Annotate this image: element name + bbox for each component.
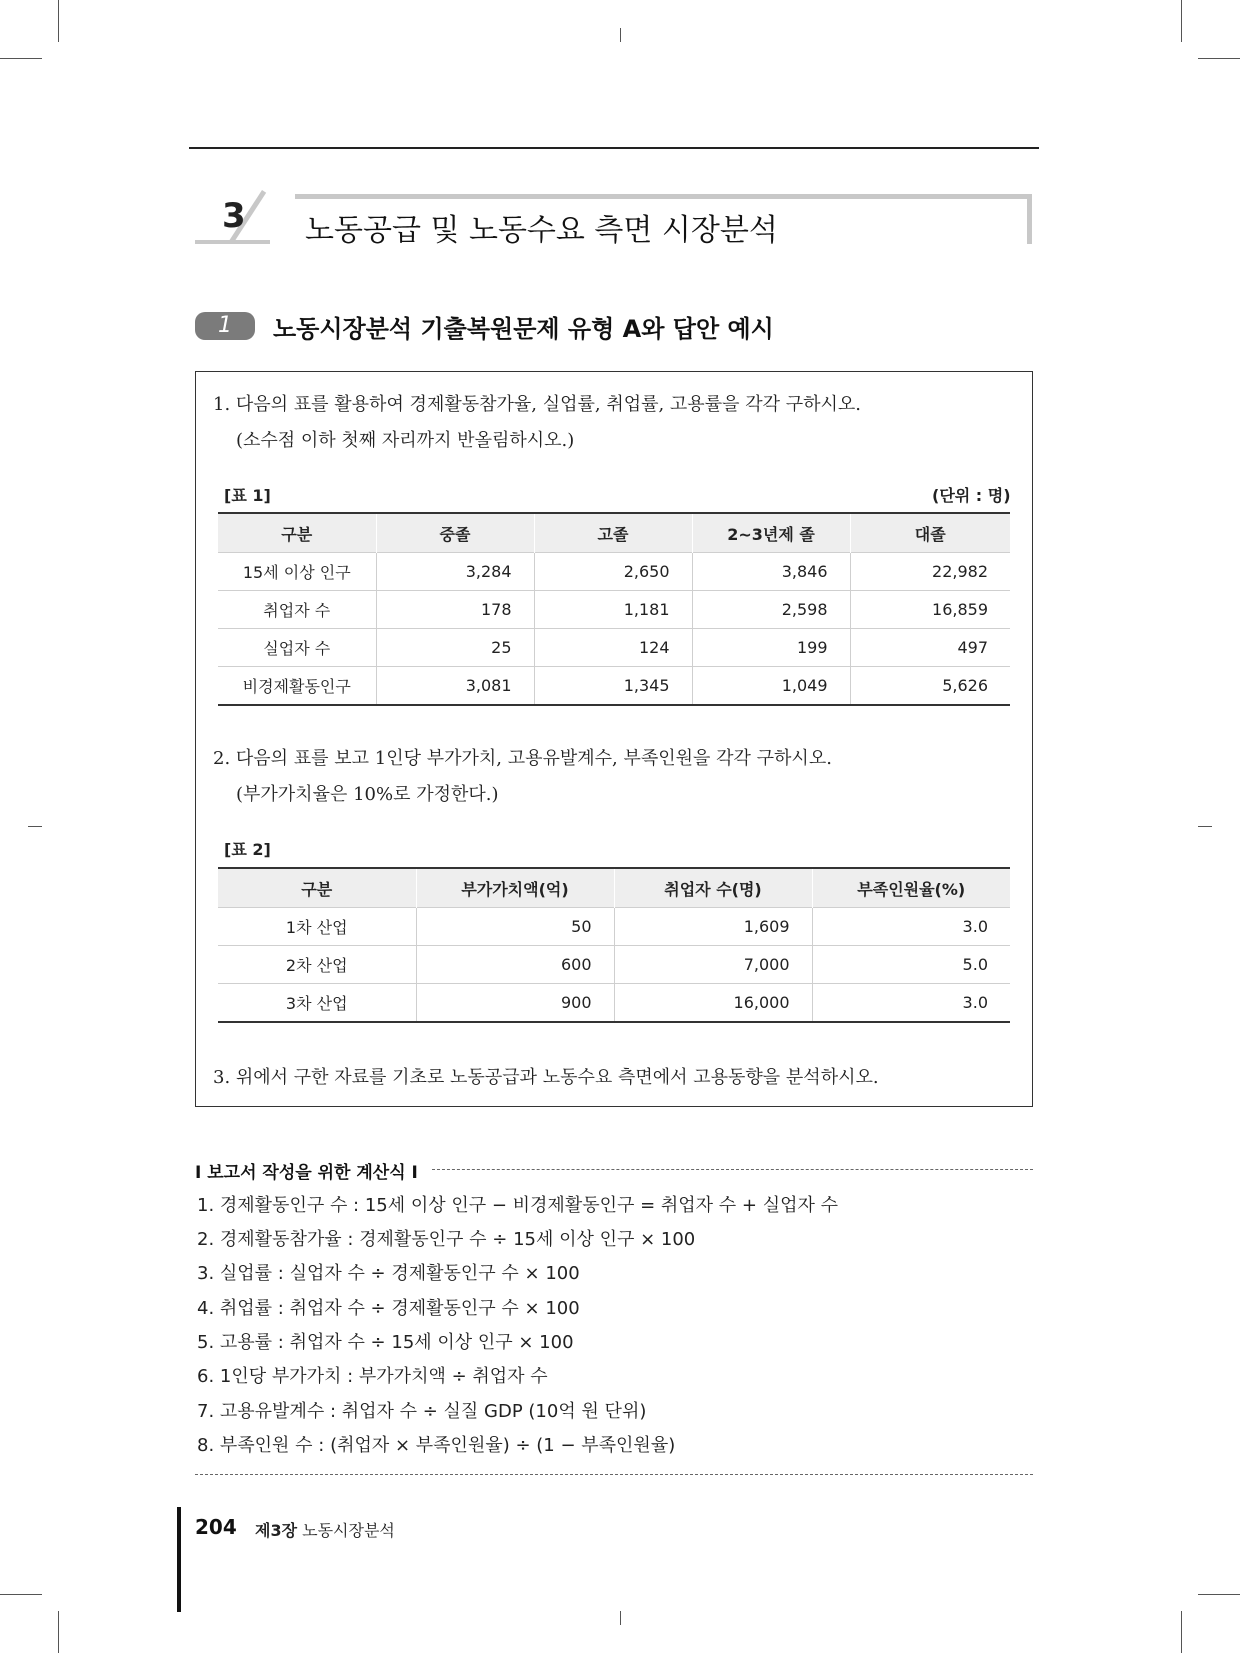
table-cell: 3,284: [376, 553, 534, 591]
table-cell: 900: [416, 984, 614, 1023]
table-row: [218, 908, 1010, 946]
page-number: 204: [195, 1515, 237, 1539]
table1-unit: (단위 : 명): [932, 486, 1011, 505]
table-cell: 1,049: [692, 667, 850, 706]
question-1-note: (소수점 이하 첫째 자리까지 반올림하시오.): [236, 430, 575, 451]
table-cell: 2차 산업: [218, 946, 416, 984]
table-cell: 16,000: [614, 984, 812, 1023]
table-cell: 124: [534, 629, 692, 667]
section-title: 노동시장분석 기출복원문제 유형 A와 답안 예시: [273, 315, 774, 343]
table-cell: 2,598: [692, 591, 850, 629]
chapter-title: 노동공급 및 노동수요 측면 시장분석: [305, 213, 778, 248]
table-row: [218, 946, 1010, 984]
formula-item: 4. 취업률 : 취업자 수 ÷ 경제활동인구 수 × 100: [197, 1298, 580, 1319]
table-header: 부가가치액(억): [416, 868, 614, 908]
table-cell: 1,609: [614, 908, 812, 946]
table-cell: 3,081: [376, 667, 534, 706]
question-3: 3. 위에서 구한 자료를 기초로 노동공급과 노동수요 측면에서 고용동향을 분석하시오.: [213, 1067, 879, 1088]
table-cell: 실업자 수: [218, 629, 376, 667]
table-header: 2~3년제 졸: [692, 513, 850, 553]
formula-item: 3. 실업률 : 실업자 수 ÷ 경제활동인구 수 × 100: [197, 1263, 580, 1284]
table-cell: 5,626: [850, 667, 1010, 706]
table-row: [218, 984, 1010, 1023]
table-cell: 1,345: [534, 667, 692, 706]
table-header: 대졸: [850, 513, 1010, 553]
formula-section-title: I 보고서 작성을 위한 계산식 I: [195, 1163, 418, 1183]
table-header: 부족인원율(%): [812, 868, 1010, 908]
table-cell: 비경제활동인구: [218, 667, 376, 706]
table-1: [218, 512, 1010, 706]
table1-label: [표 1]: [224, 486, 271, 505]
table-cell: 600: [416, 946, 614, 984]
table2-label: [표 2]: [224, 840, 271, 859]
chapter-number: 3: [222, 196, 246, 236]
table-header: 중졸: [376, 513, 534, 553]
chapter-frame: [1027, 194, 1032, 244]
table-cell: 22,982: [850, 553, 1010, 591]
crop-mark: [620, 1611, 621, 1625]
footer-chapter: [255, 1518, 395, 1541]
formula-item: 8. 부족인원 수 : (취업자 × 부족인원율) ÷ (1 − 부족인원율): [197, 1435, 676, 1456]
table-header-row: [218, 868, 1010, 908]
table-cell: 3,846: [692, 553, 850, 591]
crop-mark: [1198, 826, 1212, 827]
table-cell: 5.0: [812, 946, 1010, 984]
table-cell: 15세 이상 인구: [218, 553, 376, 591]
table-header: 고졸: [534, 513, 692, 553]
table-cell: 3.0: [812, 908, 1010, 946]
table-cell: 2,650: [534, 553, 692, 591]
formula-item: 5. 고용률 : 취업자 수 ÷ 15세 이상 인구 × 100: [197, 1332, 574, 1353]
table-cell: 50: [416, 908, 614, 946]
footer-chapter-label: 제3장: [255, 1521, 298, 1540]
crop-mark: [1181, 0, 1182, 42]
table-cell: 1,181: [534, 591, 692, 629]
chapter-frame: [295, 194, 1031, 199]
crop-mark: [28, 826, 42, 827]
table-header: 구분: [218, 513, 376, 553]
table-cell: 25: [376, 629, 534, 667]
crop-mark: [1181, 1611, 1182, 1653]
crop-mark: [620, 28, 621, 42]
crop-mark: [58, 1611, 59, 1653]
footer-chapter-name: 노동시장분석: [302, 1521, 395, 1540]
table-row: [218, 629, 1010, 667]
crop-mark: [0, 1594, 42, 1595]
table-header: 취업자 수(명): [614, 868, 812, 908]
table-header-row: [218, 513, 1010, 553]
table-row: [218, 667, 1010, 706]
table-cell: 497: [850, 629, 1010, 667]
section-number: 1: [195, 312, 255, 340]
formula-item: 2. 경제활동참가율 : 경제활동인구 수 ÷ 15세 이상 인구 × 100: [197, 1229, 696, 1250]
dashed-divider: [432, 1169, 1033, 1170]
crop-mark: [58, 0, 59, 42]
top-rule: [189, 147, 1039, 149]
question-2: 2. 다음의 표를 보고 1인당 부가가치, 고용유발계수, 부족인원을 각각 구하시오.: [213, 748, 832, 769]
crop-mark: [0, 58, 42, 59]
table-cell: 7,000: [614, 946, 812, 984]
table-row: [218, 591, 1010, 629]
table-cell: 199: [692, 629, 850, 667]
formula-item: 7. 고용유발계수 : 취업자 수 ÷ 실질 GDP (10억 원 단위): [197, 1401, 647, 1422]
table-header: 구분: [218, 868, 416, 908]
table-cell: 1차 산업: [218, 908, 416, 946]
table-2: [218, 867, 1010, 1023]
question-2-note: (부가가치율은 10%로 가정한다.): [236, 784, 499, 805]
table-cell: 3.0: [812, 984, 1010, 1023]
table-cell: 178: [376, 591, 534, 629]
crop-mark: [1198, 1594, 1240, 1595]
table-row: [218, 553, 1010, 591]
crop-mark: [1198, 58, 1240, 59]
footer-bar: [177, 1507, 181, 1612]
dashed-divider: [195, 1474, 1033, 1475]
question-1: 1. 다음의 표를 활용하여 경제활동참가율, 실업률, 취업률, 고용률을 각각 구하시오.: [213, 394, 861, 415]
table-cell: 3차 산업: [218, 984, 416, 1023]
table-cell: 취업자 수: [218, 591, 376, 629]
formula-item: 1. 경제활동인구 수 : 15세 이상 인구 − 비경제활동인구 = 취업자 수 + 실업자 수: [197, 1195, 838, 1216]
table-cell: 16,859: [850, 591, 1010, 629]
formula-item: 6. 1인당 부가가치 : 부가가치액 ÷ 취업자 수: [197, 1366, 548, 1387]
